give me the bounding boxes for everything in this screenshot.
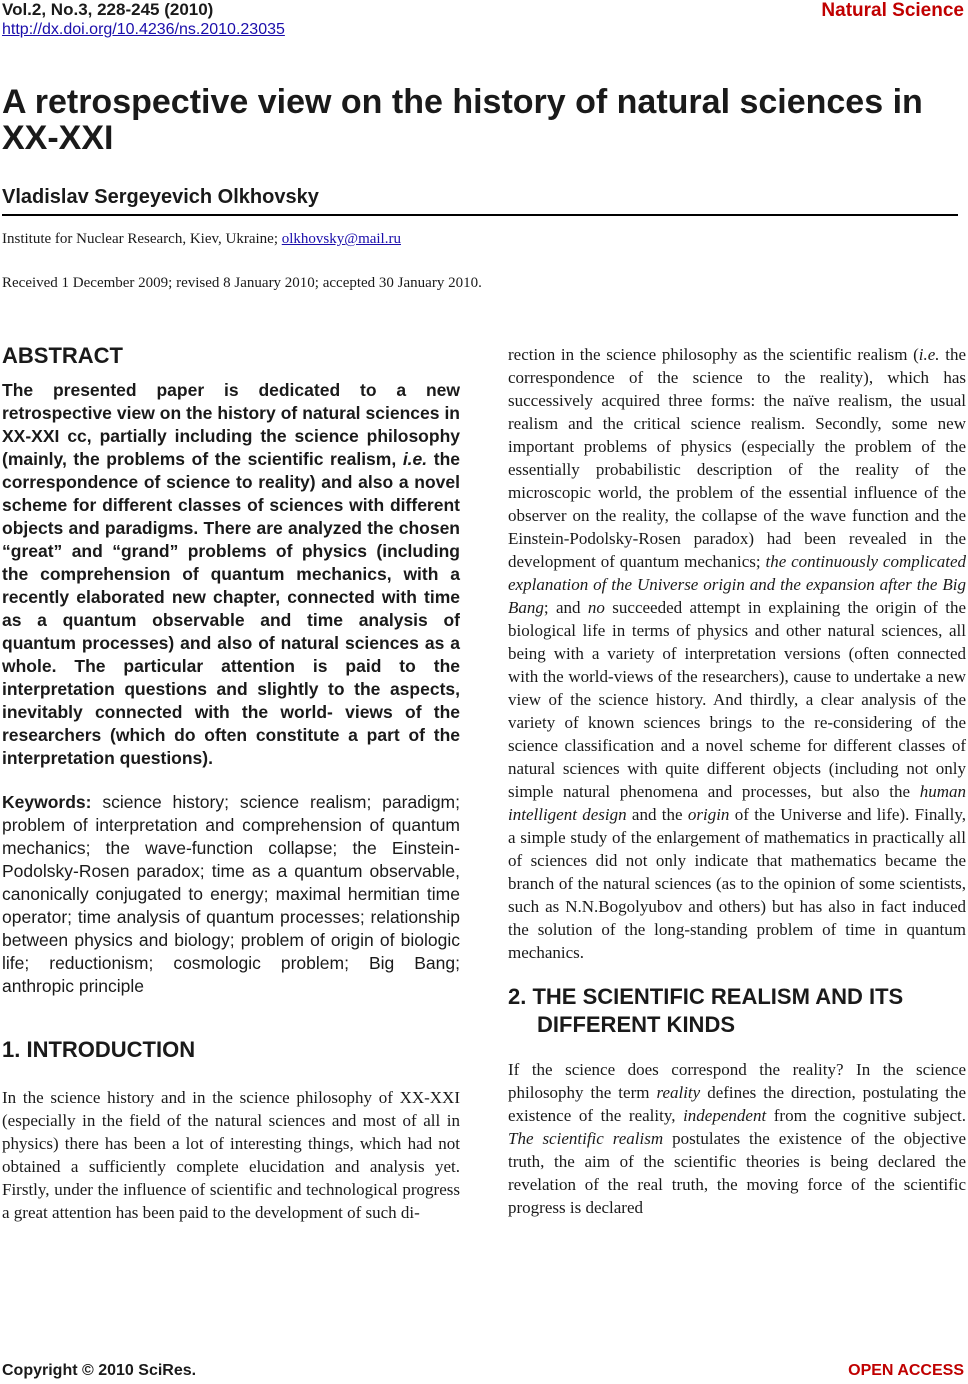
body-text-part: of the Universe and life). Finally, a simple study of the enlargement of mathematics in practically all of sciences did not only indicate that mathematics became the branch of the natural sciences (as to the opinion of some scientists, such as N.N.Bogolyubov and others) but has also in fact induced the solution of the long-standing problem of time in quantum mechanics. bbox=[508, 805, 966, 962]
body-italic: reality bbox=[656, 1083, 701, 1102]
body-text-part: postulates the existence of the objective truth, the aim of the scientific theories is being declared the revelation of the real truth, the moving force of the scientific progress is declared bbox=[508, 1129, 966, 1217]
body-italic: The scientific realism bbox=[508, 1129, 664, 1148]
body-italic: independent bbox=[683, 1106, 767, 1125]
right-column bbox=[508, 343, 966, 1219]
body-italic: no bbox=[587, 598, 605, 617]
body-italic: origin bbox=[687, 805, 730, 824]
abstract-text-part: The presented paper is dedicated to a new retrospective view on the history of natural sciences in XX-XXI cc, partially including the science philosophy (mainly, the problems of the scientific realism, bbox=[2, 380, 460, 469]
introduction-text: In the science history and in the science philosophy of XX-XXI (especially in the field of the natural sciences and most of all in physics) there has been a lot of interesting things, which had not obtained a sufficiently complete elucidation and analysis yet. Firstly, under the influence of scientific and technological progress a great attention has been paid to the development of such di- bbox=[2, 1088, 460, 1222]
body-text-part: the correspondence of the science to the reality), which has successively acquired three forms: the naïve realism, the usual realism and the critical science realism. Secondly, some new important problems of physics (especially the problem of the essentially probabilistic description of the reality of the microscopic world, the problem of the essential influence of the observer on the reality, the collapse of the wave function and the Einstein-Podolsky-Rosen paradox) had been revealed in the development of quantum mechanics; bbox=[508, 345, 966, 571]
author-name: Vladislav Sergeyevich Olkhovsky bbox=[2, 186, 319, 208]
abstract-ie: i.e. bbox=[402, 449, 428, 469]
body-text-part: and the bbox=[626, 805, 688, 824]
keywords-label: Keywords: bbox=[2, 792, 92, 812]
body-text-part: rection in the science philosophy as the scientific realism ( bbox=[508, 345, 919, 364]
abstract-text bbox=[2, 379, 460, 770]
left-column bbox=[2, 343, 460, 1224]
introduction-continued bbox=[508, 343, 966, 964]
doi-link[interactable]: http://dx.doi.org/10.4236/ns.2010.23035 bbox=[2, 21, 285, 38]
received-dates: Received 1 December 2009; revised 8 January 2010; accepted 30 January 2010. bbox=[2, 275, 482, 291]
introduction-heading: 1. INTRODUCTION bbox=[2, 1037, 196, 1062]
section-2-heading: 2. THE SCIENTIFIC REALISM AND ITS DIFFERENT KINDS bbox=[508, 984, 904, 1037]
section-2-text bbox=[508, 1058, 966, 1219]
paper-title: A retrospective view on the history of natural sciences in XX-XXI bbox=[2, 83, 923, 157]
abstract-text-part: the correspondence of science to reality) and also a novel scheme for different classes of sciences with different objects and paradigms. There are analyzed the chosen “great” and “grand” problems of physics (including the comprehension of quantum mechanics, with a recently elaborated new chapter, connected with time as a quantum observable and time analysis of quantum processes) and also of natural sciences as a whole. The particular attention is paid to the interpretation questions and slightly to the aspects, inevitably connected with the world- views of the researchers (which do often constitute a part of the interpretation questions). bbox=[2, 449, 460, 768]
email-link[interactable]: olkhovsky@mail.ru bbox=[281, 231, 401, 247]
body-text-part: defines the direction, postulating the existence of the reality, bbox=[508, 1083, 966, 1125]
body-italic: human intelligent design bbox=[508, 782, 966, 824]
body-italic: i.e. bbox=[918, 345, 940, 364]
title-divider bbox=[2, 214, 958, 216]
open-access-label: OPEN ACCESS bbox=[848, 1362, 964, 1379]
journal-reference: Vol.2, No.3, 228-245 (2010) bbox=[2, 0, 214, 19]
body-text-part: If the science does correspond the reality? In the science philosophy the term bbox=[508, 1060, 966, 1102]
affiliation bbox=[2, 231, 401, 248]
keywords bbox=[2, 791, 460, 998]
abstract-heading: ABSTRACT bbox=[2, 343, 123, 368]
body-italic: the continuously complicated explanation of the Universe origin and the expansion after the Big Bang bbox=[508, 552, 966, 617]
journal-name: Natural Science bbox=[821, 0, 964, 21]
body-text-part: from the cognitive subject. bbox=[766, 1106, 966, 1125]
affiliation-text: Institute for Nuclear Research, Kiev, Ukraine; bbox=[2, 231, 282, 247]
body-text-part: succeeded attempt in explaining the origin of the biological life in terms of physics and other natural sciences, all being with a variety of interpretation versions (often connected with the world-views of the researchers), cause to undertake a new view of the science history. And thirdly, a clear analysis of the variety of known sciences brings to the re-considering of the science classification and a novel scheme for different classes of natural sciences with quite different objects (including not only simple natural phenomena and processes, but also the bbox=[508, 598, 966, 801]
copyright-notice: Copyright © 2010 SciRes. bbox=[2, 1362, 197, 1379]
body-text-part: ; and bbox=[543, 598, 588, 617]
keywords-text: science history; science realism; paradigm; problem of interpretation and comprehension of quantum mechanics; the wave-function collapse; the Einstein-Podolsky-Rosen paradox; time as a quantum observable, canonically conjugated to energy; maximal hermitian time operator; time analysis of quantum processes; relationship between physics and biology; problem of origin of biologic life; reductionism; cosmologic problem; Big Bang; anthropic principle bbox=[2, 792, 460, 996]
